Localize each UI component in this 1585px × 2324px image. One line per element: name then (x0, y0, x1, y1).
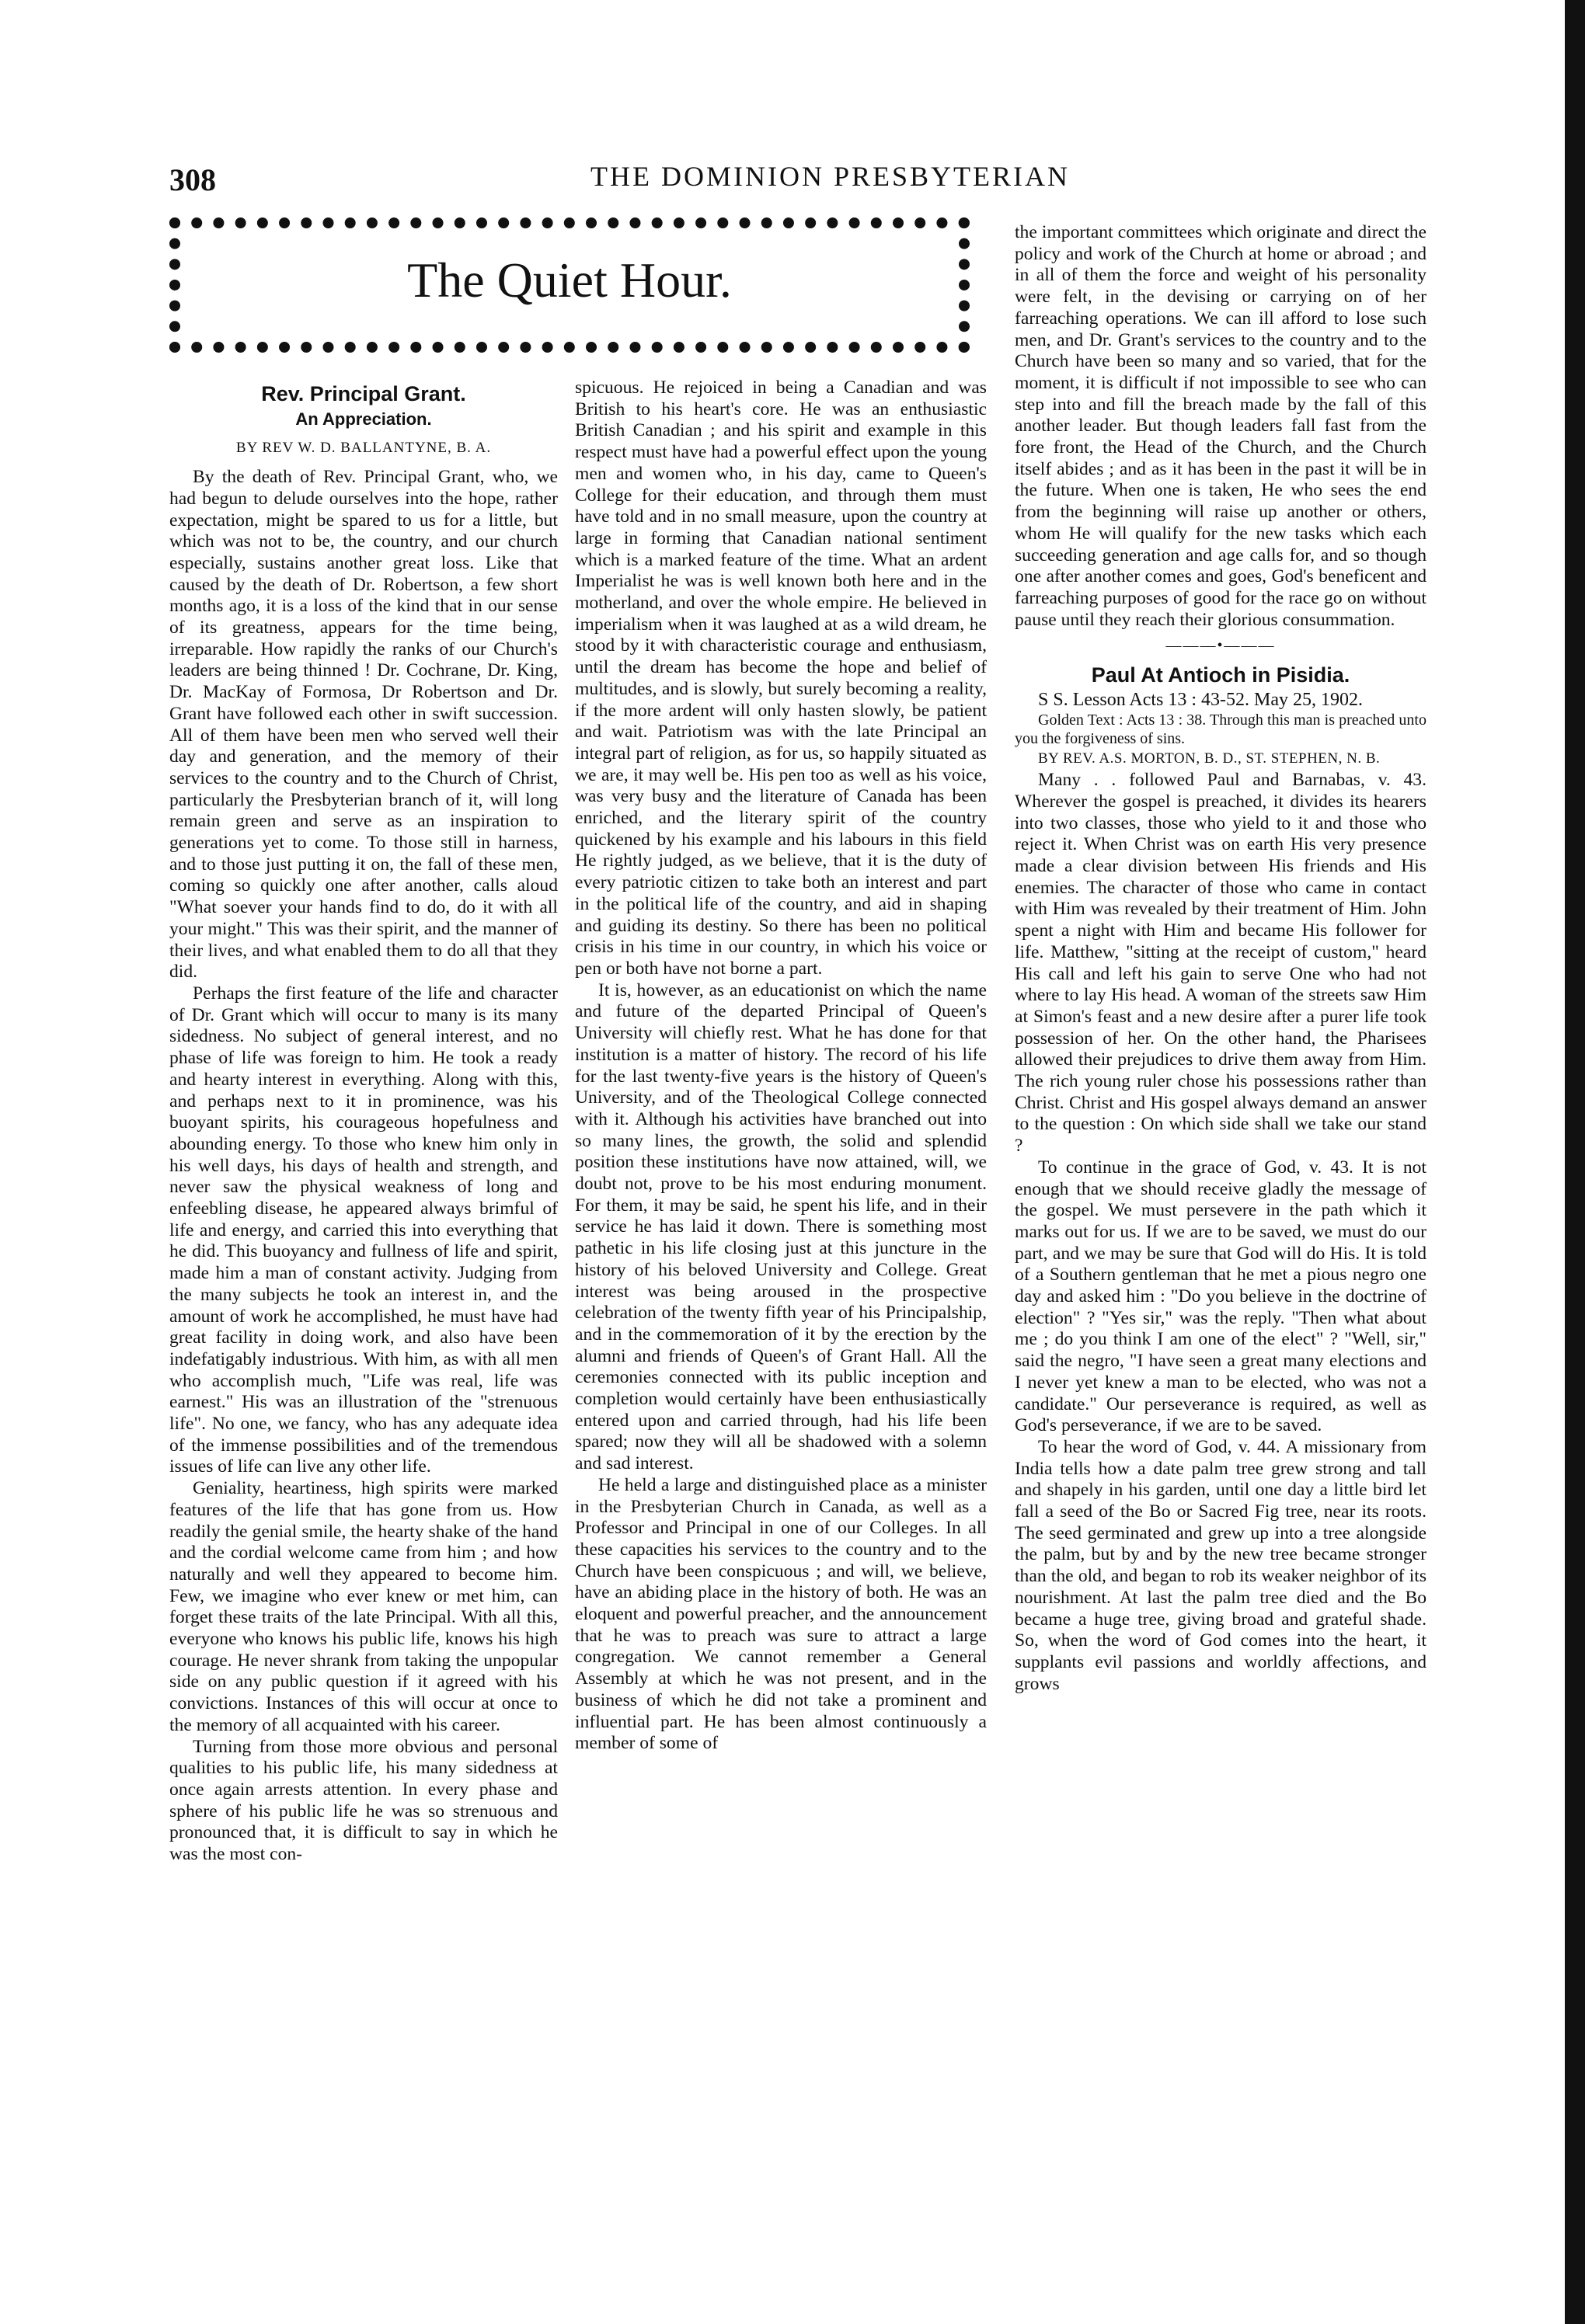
article-subtitle: An Appreciation. (295, 409, 432, 429)
paragraph: Many . . followed Paul and Barnabas, v. 43. Wherever the gospel is preached, it divides its hearers into two classes, those who yield to it and those who reject it. When Christ was on earth His very presence made a clear division between His friends and His enemies. The character of those who came in contact with Him was revealed by their treatment of Him. John spent a night with Him and became His follower for life. Matthew, "sitting at the receipt of custom," heard His call and left his gain to serve One who had not where to lay His head. A woman of the streets saw Him at Simon's feast and a new desire after a purer life took possession of her. On the other hand, the Pharisees allowed their prejudices to drive them away from Him. The rich young ruler chose his possessions rather than Christ. Christ and His gospel always demand an answer to the question : On which side shall we take our stand ? (1015, 770, 1426, 1157)
column-1 (169, 377, 558, 1866)
page-edge-shadow (1565, 0, 1585, 2324)
paragraph: spicuous. He rejoiced in being a Canadian and was British to his heart's core. He was an enthusiastic British Canadian ; and his spirit and example in this respect must have had a powerful effect upon the young men and women who, in his day, came to Queen's College for their education, and through them must have told and in no small measure, upon the country at large in forming that Canadian national sentiment which is a marked feature of the time. What an ardent Imperialist he was is well known both here and in the motherland, and over the whole empire. He believed in imperialism when it was laughed at as a wild dream, he stood by it with characteristic courage and enthusiasm, until the dream has become the hope and belief of multitudes, and is slowly, but surely becoming a reality, if the more ardent will only hasten slowly, be patient and wait. Patriotism was with the late Principal an integral part of religion, as for us, so happily situated as we are, it may well be. His pen too as well as his voice, was very busy and the literature of Canada has been enriched, and the literary spirit of the country quickened by his example and his labours in this field He rightly judged, as we believe, that it is the duty of every patriotic citizen to take both an interest and part in the political life of the country, and aid in shaping and guiding its destiny. So there has been no political crisis in his time in our country, in which his voice or pen or both have not borne a part. (575, 377, 987, 979)
section-divider: ———•——— (1165, 637, 1276, 655)
paragraph: He held a large and distinguished place as a minister in the Presbyterian Church in Canada, as well as a Professor and Principal in one of our Colleges. In all these capacities his services to the country and to the Church have been conspicuous ; and will, we believe, have an abiding place in the history of both. He was an eloquent and powerful preacher, and the announcement that he was to preach was sure to attract a large congregation. We cannot remember a General Assembly at which he was not present, and in the business of which he did not take a prominent and influential part. He has been almost continuously a member of some of (575, 1474, 987, 1754)
paragraph: Perhaps the first feature of the life and character of Dr. Grant which will occur to many is its many sidedness. No subject of general interest, and no phase of life was foreign to him. He took a ready and hearty interest in everything. Along with this, and perhaps next to it in prominence, was his buoyant spirits, his courageous hopefulness and abounding energy. To those who knew him only in his well days, his days of health and strength, and never saw the physical weakness of long and enfeebling disease, he appeared always brimful of life and energy, and carried this into everything that he did. This buoyancy and fullness of life and spirit, made him a man of constant activity. Judging from the many subjects he took an interest in, and the amount of work he accomplished, he must have had great facility in doing work, and also have been indefatigably industrious. With him, as with all men who accomplish much, "Life was real, life was earnest." His was an illustration of the "strenuous life". No one, we fancy, who has any adequate idea of the immense possibilities and of the tremendous issues of life can live any other life. (169, 983, 558, 1477)
paragraph: To hear the word of God, v. 44. A missionary from India tells how a date palm tree grew strong and tall and shapely in his garden, until one day a little bird let fall a seed of the Bo or Sacred Fig tree, near its roots. The seed germinated and grew up into a tree alongside the palm, but by and by the new tree became stronger than the old, and began to rob its weaker neighbor of its nourishment. At last the palm tree died and the Bo became a huge tree, giving broad and grateful shade. So, when the word of God comes into the heart, it supplants evil passions and worldly affections, and grows (1015, 1436, 1426, 1694)
paragraph: Geniality, heartiness, high spirits were marked features of the life that has gone from us. How readily the genial smile, the hearty shake of the hand and the cordial welcome came from him ; and how naturally and well they appeared to become him. Few, we imagine who ever knew or met him, can forget these traits of the late Principal. With all this, everyone who knows his public life, knows his high courage. He never shrank from taking the unpopular side on any public question if it agreed with his convictions. Instances of this will occur at once to the memory of all acquainted with his career. (169, 1478, 558, 1735)
paragraph: By the death of Rev. Principal Grant, who, we had begun to delude ourselves into the hope, rather expectation, might be spared to us for a little, but which was not to be, the country, and our church especially, sustains another great loss. Like that caused by the death of Dr. Robertson, a few short months ago, it is a loss of the kind that in our sense of its greatness, appears for the time being, irreparable. How rapidly the ranks of our Church's leaders are being thinned ! Dr. Cochrane, Dr. King, Dr. MacKay of Formosa, Dr Robertson and Dr. Grant have followed each other in swift succession. All of them have been men who served well their day and generation, and the memory of their services to the country and to the Church of Christ, particularly the Presbyterian branch of it, will long remain green and serve as an inspiration to generations yet to come. To those still in harness, and to those just putting it on, the fall of these men, coming so quickly one after another, calls aloud "What soever your hands find to do, do it with all your might." This was their spirit, and the manner of their lives, and what enabled them to do all that they did. (169, 467, 558, 983)
article-byline: BY REV. A.S. MORTON, B. D., ST. STEPHEN, N. B. (1038, 750, 1381, 767)
banner-title: The Quiet Hour. (407, 252, 732, 308)
article-title: Paul At Antioch in Pisidia. (1091, 663, 1350, 687)
paragraph: To continue in the grace of God, v. 43. It is not enough that we should receive gladly the message of the gospel. We must persevere in the path which it marks out for us. If we are to be saved, we must do our part, and we may be sure that God will do His. It is told of a Southern gentleman that he met a pious negro one day and asked him : "Do you believe in the doctrine of election" ? "Yes sir," was the reply. "Then what about me ; do you think I am one of the elect" ? "Well, sir," said the negro, "I have seen a great many elections and I never yet knew a man to be elected, who was not a candidate." Our perseverance is required, as well as God's perseverance, if we are to be saved. (1015, 1157, 1426, 1436)
running-title: THE DOMINION PRESBYTERIAN (590, 161, 1070, 192)
column-2 (575, 377, 987, 1755)
column-3 (1015, 222, 1426, 1695)
article-byline: BY REV W. D. BALLANTYNE, B. A. (235, 440, 492, 457)
paragraph: Turning from those more obvious and personal qualities to his public life, his many sidedness at once again arrests attention. In every phase and sphere of his public life he was so strenuous and pronounced that, it is difficult to say in which he was the most con- (169, 1736, 558, 1865)
page-number: 308 (169, 162, 216, 197)
section-banner (169, 217, 970, 353)
paragraph: the important committees which originate and direct the policy and work of the Church at home or abroad ; and in all of them the force and weight of his personality were felt, in the devising or carrying on of her farreaching operations. We can ill afford to lose such men, and Dr. Grant's services to the country and to the Church have been so many and so varied, that for the moment, it is difficult if not impossible to see who can step into and fill the breach made by the fall of this another leader. But though leaders fall fast from the fore front, the Head of the Church, and the Church itself abides ; and as it has been in the past it will be in the future. When one is taken, He who sees the end from the beginning will raise up another or others, whom He will qualify for the new tasks which each succeeding generation and age calls for, and so though one after another comes and goes, God's beneficent and farreaching purposes of good for the race go on without pause until they reach their glorious consummation. (1015, 222, 1426, 630)
paragraph: It is, however, as an educationist on which the name and future of the departed Principal of Queen's University will chiefly rest. What he has done for that institution is a matter of history. The record of his life for the last twenty-five years is the history of Queen's University, and of the Theological College connected with it. Although his activities have branched out into so many lines, the growth, the solid and splendid position these institutions have now attained, will, we doubt not, prove to be his most enduring monument. For them, it may be said, he spent his life, and in their service he has laid it down. There is something most pathetic in his life closing just at this juncture in the history of his beloved University and College. Great interest was being aroused in the prospective celebration of the twenty fifth year of his Principalship, and in the commemoration of it by the erection by the alumni and friends of Queen's of Grant Hall. All the ceremonies connected with its public inception and completion would certainly have been enthusiastically entered upon and carried through, had his life been spared; now they will all be shadowed with a solemn and sad interest. (575, 979, 987, 1474)
golden-text: Golden Text : Acts 13 : 38. Through this man is preached unto you the forgiveness of sins. (1015, 711, 1426, 748)
article-title: Rev. Principal Grant. (261, 382, 466, 405)
lesson-reference: S S. Lesson Acts 13 : 43-52. May 25, 1902. (1038, 689, 1364, 710)
